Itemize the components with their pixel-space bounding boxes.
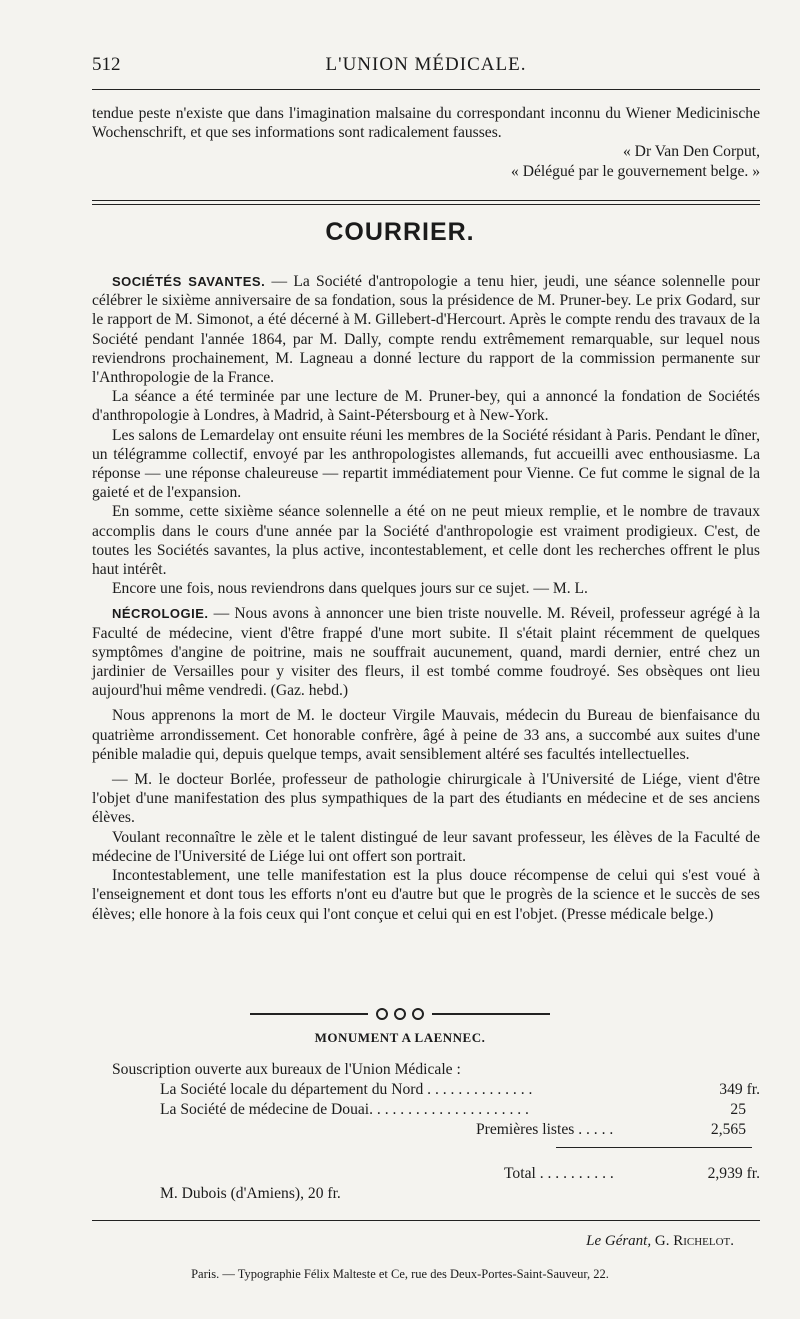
subscription-row bbox=[92, 1080, 760, 1100]
paragraph: En somme, cette sixième séance solennelle a été on ne peut mieux remplie, et le nombre de travaux accomplis dans le cours d'une année par la Société d'anthropologie est vraiment prodigieux. C'est, de toutes les Sociétés savantes, la plus active, incontestablement, et celle dont les recherches offrent le plus haut intérêt. bbox=[92, 503, 760, 579]
subscription-intro-row bbox=[92, 1060, 760, 1080]
paragraph: Les salons de Lemardelay ont ensuite réuni les membres de la Société résidant à Paris. Pendant le dîner, un télégramme collectif, envoyé par les anthropologistes allemands, fut accueilli avec enthousiasme. La réponse — une réponse chaleureuse — repartit immédiatement pour Vienne. Ce fut comme le signal de la gaieté et de l'expansion. bbox=[92, 426, 760, 502]
signature-line-2: « Délégué par le gouvernement belge. » bbox=[511, 162, 760, 180]
subscription-label: Premières listes . . . . . bbox=[476, 1121, 614, 1138]
section-rule-top bbox=[92, 200, 760, 201]
paragraph: La séance a été terminée par une lecture de M. Pruner-bey, qui a annoncé la fondation de Sociétés d'anthropologie à Londres, à Madrid, à Saint-Pétersbourg et à New-York. bbox=[92, 388, 760, 425]
subscription-amount: 25 bbox=[730, 1101, 746, 1118]
paragraph bbox=[92, 272, 760, 387]
subscription-amount: 2,565 bbox=[710, 1121, 746, 1138]
paragraph: Nous apprenons la mort de M. le docteur Virgile Mauvais, médecin du Bureau de bienfaisance du quatrième arrondissement. Cet honorable confrère, âgé à peine de 33 ans, a succombé aux suites d'une pénible maladie qui, depuis quelque temps, avait sensiblement altéré ses facultés intellectuelles. bbox=[92, 707, 760, 763]
extra-subscription: M. Dubois (d'Amiens), 20 fr. bbox=[160, 1185, 341, 1202]
total-label: Total . . . . . . . . . . bbox=[504, 1165, 614, 1182]
total-amount: 2,939 fr. bbox=[707, 1165, 760, 1182]
paragraph: — M. le docteur Borlée, professeur de pathologie chirurgicale à l'Université de Liége, vient d'être l'objet d'une manifestation des plus sympathiques de la part des étudiants en médecine et de ses anciens élèves. bbox=[92, 771, 760, 827]
extra-row bbox=[92, 1184, 760, 1204]
paragraph: Voulant reconnaître le zèle et le talent distingué de leur savant professeur, les élèves de la Faculté de médecine de l'Université de Liége lui ont offert son portrait. bbox=[92, 828, 760, 865]
running-title: L'UNION MÉDICALE. bbox=[325, 54, 527, 75]
section-rule-bottom bbox=[92, 204, 760, 205]
page-header bbox=[92, 54, 760, 84]
paragraph-text: — Nous avons à annoncer une bien triste nouvelle. M. Réveil, professeur agrégé à la Faculté de médecine, vient d'être frappé d'une mort subite. Il s'était plaint récemment de quelques symptômes d'angine de poitrine, mais ne souffrait aucunement, quand, mardi dernier, entré chez un jardinier de Versailles pour y visiter des fleurs, il est tombé comme foudroyé. Ses obsèques ont lieu aujourd'hui même vendredi. (Gaz. hebd.) bbox=[92, 605, 760, 700]
paragraph-lead: SOCIÉTÉS SAVANTES. bbox=[112, 274, 266, 289]
subscription-amount: 349 fr. bbox=[719, 1081, 760, 1098]
subscription-row bbox=[92, 1100, 760, 1120]
subscription-intro: Souscription ouverte aux bureaux de l'Union Médicale : bbox=[112, 1061, 461, 1078]
subscription-label: La Société locale du département du Nord . . . . . . . . . . . . . . bbox=[160, 1081, 533, 1098]
footer-rule bbox=[92, 1220, 760, 1221]
paragraph: Incontestablement, une telle manifestation est la plus douce récompense de celui qui s'est voué à l'enseignement et dont tous les efforts n'ont eu d'autre but que le progrès de la science et le succès de ses élèves; elle honore à la fois ceux qui l'ont conçue et celui qui en est l'objet. (Presse médicale belge.) bbox=[92, 867, 760, 923]
section-title: COURRIER. bbox=[325, 218, 475, 246]
intro-block bbox=[92, 104, 760, 181]
paragraph bbox=[92, 604, 760, 700]
gerant-name: G. Richelot. bbox=[654, 1233, 734, 1249]
page-number: 512 bbox=[92, 54, 121, 75]
signature-line-1: « Dr Van Den Corput, bbox=[622, 143, 760, 161]
paragraph: Encore une fois, nous reviendrons dans quelques jours sur ce sujet. — M. L. bbox=[112, 580, 588, 598]
paragraph-lead: NÉCROLOGIE. bbox=[112, 606, 209, 622]
intro-text: tendue peste n'existe que dans l'imagination malsaine du correspondant inconnu du Wiener Medicinische Wochenschrift, et que ses informations sont radicalement fausses. bbox=[92, 105, 760, 142]
article-body bbox=[92, 272, 760, 924]
total-row bbox=[92, 1164, 760, 1184]
subscription-label: La Société de médecine de Douai. . . . . . . . . . . . . . . . . . . . . bbox=[160, 1101, 529, 1118]
subscription-block bbox=[92, 1060, 760, 1140]
total-block bbox=[92, 1164, 760, 1204]
paragraph-text: — La Société d'antropologie a tenu hier, jeudi, une séance solennelle pour célébrer le sixième anniversaire de sa fondation, sous la présidence de M. Pruner-bey. Le prix Godard, sur le rapport de M. Simonot, a été décerné à M. Gillebert-d'Hercourt. Après le compte rendu des travaux de la Société pendant l'année 1864, par M. Dally, compte rendu extrêmement remarquable, sur lequel nous reviendrons prochainement, M. Lagneau a donné lecture du rapport de la commission permanente sur l'Anthropologie de la France. bbox=[92, 273, 761, 387]
monument-title: MONUMENT A LAENNEC. bbox=[314, 1030, 486, 1045]
subscription-row bbox=[92, 1120, 760, 1140]
total-rule bbox=[556, 1147, 752, 1148]
gerant-line bbox=[586, 1233, 734, 1250]
ornament-divider bbox=[250, 1003, 550, 1025]
imprint-line: Paris. — Typographie Félix Malteste et Ce, rue des Deux-Portes-Saint-Sauveur, 22. bbox=[191, 1267, 609, 1281]
header-rule bbox=[92, 89, 760, 90]
gerant-label: Le Gérant, bbox=[586, 1233, 652, 1249]
